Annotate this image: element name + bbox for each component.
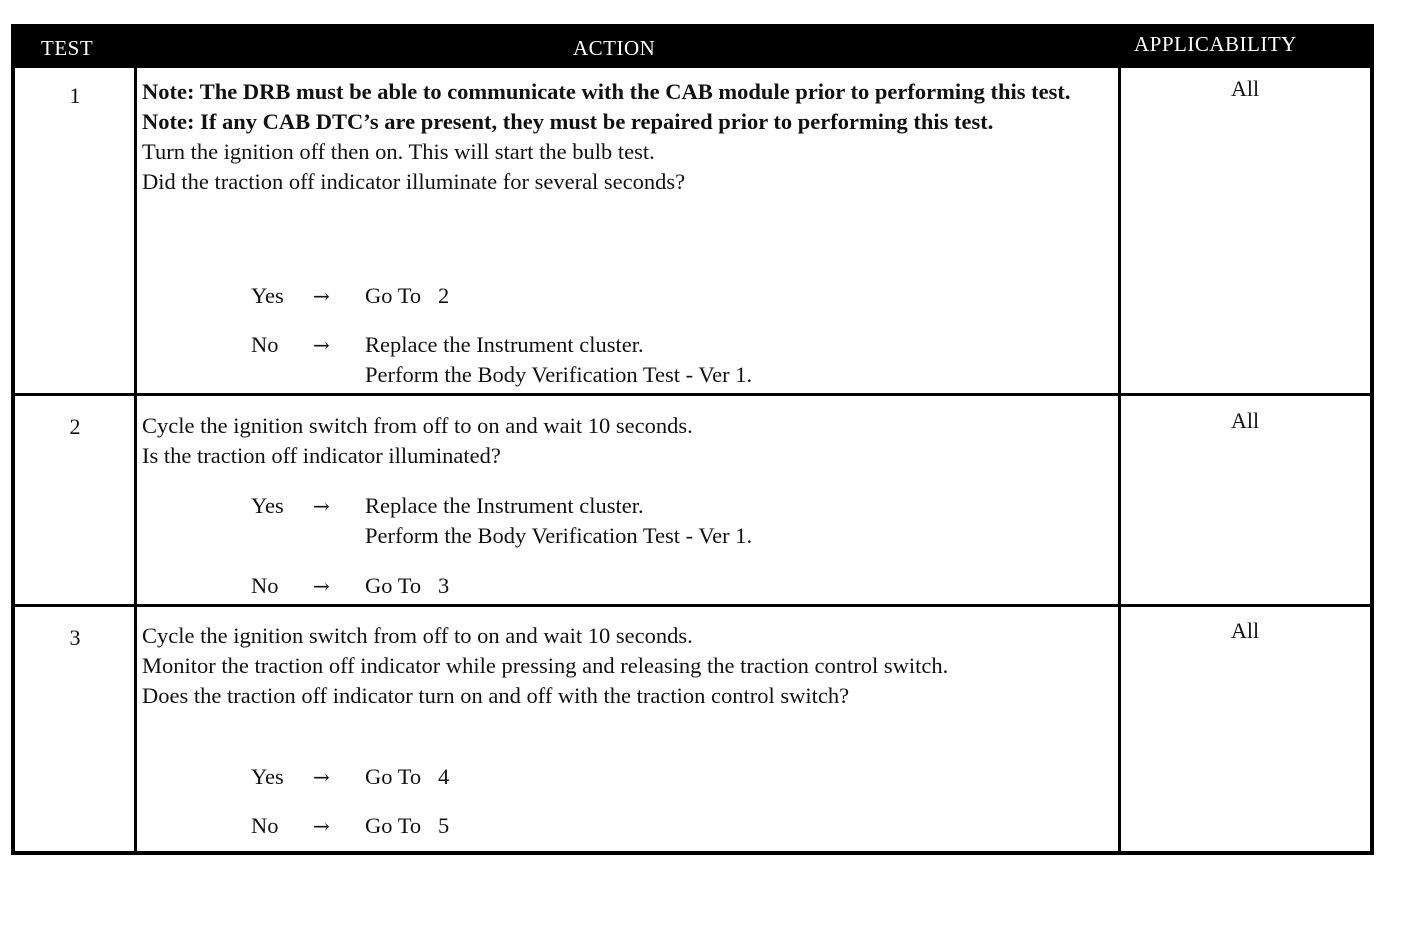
header-action: ACTION [573,36,656,60]
no-label: No [251,813,279,838]
header-applicability: APPLICABILITY [1134,32,1297,56]
test-number-3: 3 [69,625,81,650]
no-result: Replace the Instrument cluster. [365,332,644,357]
test-number-1: 1 [69,83,81,108]
yes-result: Replace the Instrument cluster. [365,493,644,518]
no-result-line2: Perform the Body Verification Test - Ver 1. [365,362,753,387]
yes-result-line2: Perform the Body Verification Test - Ver 1. [365,523,753,548]
yes-label: Yes [251,764,284,789]
action-text-2 [142,411,1112,471]
column-divider [134,68,137,851]
no-label: No [251,573,279,598]
arrow-icon: → [313,494,330,518]
instruction: Cycle the ignition switch from off to on and wait 10 seconds. [142,413,693,438]
yes-label: Yes [251,283,284,308]
arrow-icon: → [313,333,330,357]
yes-result: Go To 2 [365,283,450,308]
applicability-1: All [1230,76,1260,101]
yes-result: Go To 4 [365,764,450,789]
table-header [15,28,1370,68]
arrow-icon: → [313,765,330,789]
no-label: No [251,332,279,357]
note: Note: The DRB must be able to communicate with the CAB module prior to performing this test. [142,79,1071,104]
question: Is the traction off indicator illuminated? [142,443,501,468]
applicability-3: All [1230,618,1260,643]
row-divider [15,604,1370,607]
no-result: Go To 5 [365,813,450,838]
instruction: Monitor the traction off indicator while pressing and releasing the traction control switch. [142,653,949,678]
action-text-1 [142,77,1112,197]
column-divider [1118,68,1121,851]
applicability-2: All [1230,408,1260,433]
row-divider [15,393,1370,396]
arrow-icon: → [313,814,330,838]
note: Note: If any CAB DTC’s are present, they must be repaired prior to performing this test. [142,109,994,134]
test-number-2: 2 [69,414,81,439]
instruction: Turn the ignition off then on. This will start the bulb test. [142,139,655,164]
arrow-icon: → [313,574,330,598]
arrow-icon: → [313,284,330,308]
header-test: TEST [41,36,94,60]
action-text-3 [142,621,1112,711]
instruction: Cycle the ignition switch from off to on and wait 10 seconds. [142,623,693,648]
question: Did the traction off indicator illuminate for several seconds? [142,169,686,194]
no-result: Go To 3 [365,573,450,598]
question: Does the traction off indicator turn on and off with the traction control switch? [142,683,850,708]
diagnostic-table [11,24,1374,855]
yes-label: Yes [251,493,284,518]
